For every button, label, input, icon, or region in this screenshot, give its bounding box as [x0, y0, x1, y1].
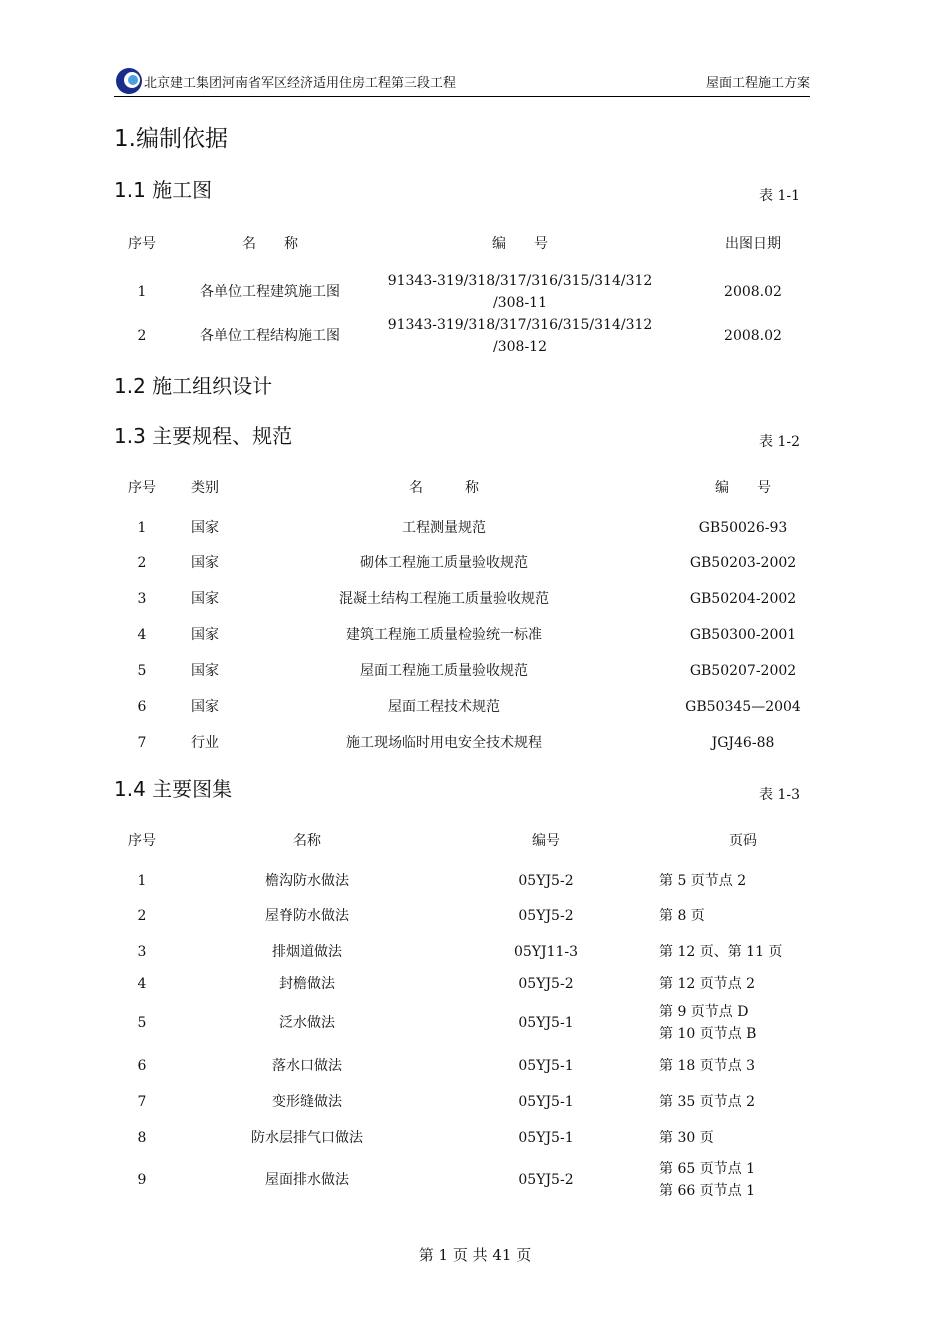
table-cell: 第 12 页、第 11 页 [659, 944, 783, 960]
header-project-title: 北京建工集团河南省军区经济适用住房工程第三段工程 [144, 76, 457, 91]
table-caption-1-3: 表 1-3 [759, 787, 800, 803]
header-divider [114, 96, 810, 97]
table-cell: 各单位工程结构施工图 [200, 328, 340, 344]
table-cell: 泛水做法 [279, 1015, 335, 1031]
table-cell: 91343-319/318/317/316/315/314/312 [387, 273, 653, 289]
table-cell: 屋脊防水做法 [265, 908, 349, 924]
table-cell: 封檐做法 [279, 976, 335, 992]
table-cell: 国家 [191, 627, 219, 643]
table-cell: 1 [137, 520, 147, 536]
table-header: 出图日期 [725, 236, 781, 252]
table-cell: 91343-319/318/317/316/315/314/312 [387, 317, 653, 333]
table-cell: 3 [137, 591, 147, 607]
table-cell: 2 [137, 908, 147, 924]
table-cell: 第 5 页节点 2 [659, 873, 747, 889]
table-cell: 国家 [191, 699, 219, 715]
table-cell: 8 [137, 1130, 147, 1146]
table-cell: 屋面工程施工质量验收规范 [360, 663, 528, 679]
table-cell: 变形缝做法 [272, 1094, 342, 1110]
table-cell: 6 [137, 1058, 147, 1074]
table-cell: 第 18 页节点 3 [659, 1058, 756, 1074]
table-caption-1-2: 表 1-2 [759, 434, 800, 450]
table-cell: 国家 [191, 591, 219, 607]
table-cell: 各单位工程建筑施工图 [200, 284, 340, 300]
table-cell: GB50026-93 [698, 520, 788, 536]
table-header: 名 称 [242, 236, 298, 252]
table-cell: 檐沟防水做法 [265, 873, 349, 889]
table-cell: /308-11 [493, 295, 547, 311]
table-cell: 屋面工程技术规范 [388, 699, 500, 715]
table-cell: 7 [137, 735, 147, 751]
table-cell: 国家 [191, 555, 219, 571]
table-cell: 05YJ11-3 [513, 944, 579, 960]
section-title-1-4: 1.4 主要图集 [114, 777, 233, 801]
table-cell: 行业 [191, 735, 219, 751]
table-cell: 05YJ5-2 [518, 1172, 574, 1188]
table-cell: 第 12 页节点 2 [659, 976, 756, 992]
table-cell: 建筑工程施工质量检验统一标准 [346, 627, 542, 643]
table-cell: 05YJ5-2 [518, 873, 574, 889]
table-cell: 7 [137, 1094, 147, 1110]
table-cell: JGJ46-88 [711, 735, 775, 751]
table-cell: GB50300-2001 [689, 627, 797, 643]
table-header: 序号 [128, 236, 156, 252]
table-cell: 屋面排水做法 [265, 1172, 349, 1188]
table-cell: 防水层排气口做法 [251, 1130, 363, 1146]
table-header: 名 称 [409, 480, 479, 496]
table-header: 页码 [729, 833, 757, 849]
table-header: 序号 [128, 833, 156, 849]
table-cell: 05YJ5-1 [518, 1094, 574, 1110]
table-cell: 混凝土结构工程施工质量验收规范 [339, 591, 549, 607]
page-number-footer: 第 1 页 共 41 页 [418, 1246, 532, 1264]
table-cell: 2008.02 [724, 328, 782, 344]
table-cell: 2008.02 [724, 284, 782, 300]
table-cell: 1 [137, 284, 147, 300]
table-cell: 排烟道做法 [272, 944, 342, 960]
table-cell: 第 35 页节点 2 [659, 1094, 756, 1110]
table-cell: 6 [137, 699, 147, 715]
table-cell: 05YJ5-1 [518, 1130, 574, 1146]
table-cell: 4 [137, 627, 147, 643]
table-cell: 工程测量规范 [402, 520, 486, 536]
table-cell: GB50207-2002 [689, 663, 797, 679]
table-header: 编 号 [715, 480, 771, 496]
table-header: 编 号 [492, 236, 548, 252]
table-cell: /308-12 [493, 339, 547, 355]
table-cell: 4 [137, 976, 147, 992]
company-logo-icon [114, 66, 144, 96]
table-cell: 国家 [191, 520, 219, 536]
section-title-1-2: 1.2 施工组织设计 [114, 374, 273, 398]
table-cell: 第 30 页 [659, 1130, 714, 1146]
table-cell: 第 10 页节点 B [659, 1026, 757, 1042]
table-caption-1-1: 表 1-1 [759, 188, 800, 204]
table-header: 编号 [532, 833, 560, 849]
table-cell: 2 [137, 328, 147, 344]
table-cell: 5 [137, 663, 147, 679]
table-cell: 05YJ5-2 [518, 908, 574, 924]
table-cell: 第 8 页 [659, 908, 705, 924]
header-document-title: 屋面工程施工方案 [705, 76, 810, 91]
table-cell: 第 9 页节点 D [659, 1004, 749, 1020]
table-cell: 3 [137, 944, 147, 960]
table-cell: 落水口做法 [272, 1058, 342, 1074]
table-cell: 砌体工程施工质量验收规范 [360, 555, 528, 571]
table-cell: 05YJ5-1 [518, 1015, 574, 1031]
section-title-1-1: 1.1 施工图 [114, 178, 213, 202]
table-cell: 5 [137, 1015, 147, 1031]
table-cell: 05YJ5-2 [518, 976, 574, 992]
table-header: 序号 [128, 480, 156, 496]
table-cell: 国家 [191, 663, 219, 679]
table-cell: GB50345—2004 [685, 699, 801, 715]
table-cell: 第 65 页节点 1 [659, 1161, 756, 1177]
table-cell: 1 [137, 873, 147, 889]
section-title-1: 1.编制依据 [114, 126, 228, 152]
table-cell: 第 66 页节点 1 [659, 1183, 756, 1199]
section-title-1-3: 1.3 主要规程、规范 [114, 424, 293, 448]
table-cell: 2 [137, 555, 147, 571]
table-cell: 9 [137, 1172, 147, 1188]
table-header: 类别 [191, 480, 219, 496]
table-cell: 05YJ5-1 [518, 1058, 574, 1074]
table-header: 名称 [293, 833, 321, 849]
table-cell: GB50203-2002 [689, 555, 797, 571]
table-cell: GB50204-2002 [689, 591, 797, 607]
table-cell: 施工现场临时用电安全技术规程 [346, 735, 542, 751]
